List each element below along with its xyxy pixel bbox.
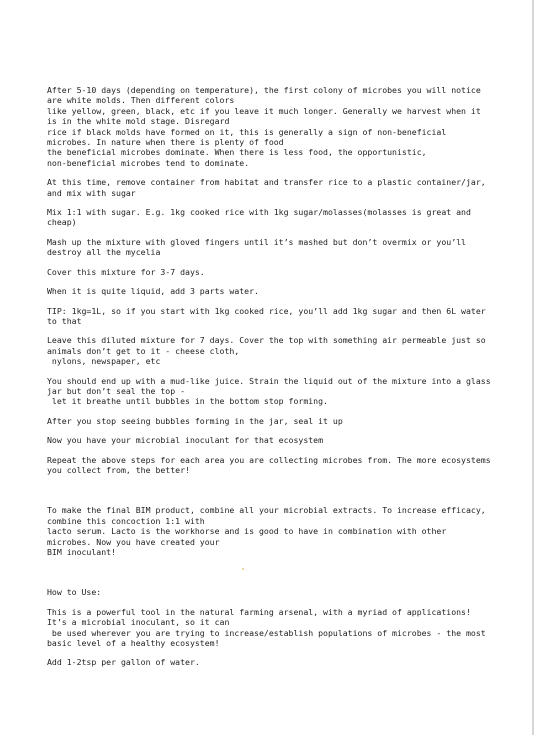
paragraph-cover-mixture: Cover this mixture for 3-7 days. (47, 266, 205, 277)
paragraph-mash-mixture: Mash up the mixture with gloved fingers until it’s mashed but don’t overmix or you’ll destroy all the mycelia (47, 236, 466, 258)
paragraph-microbial-inoculant: Now you have your microbial inoculant for that ecosystem (47, 435, 324, 446)
paragraph-mix-sugar: Mix 1:1 with sugar. E.g. 1kg cooked rice with 1kg sugar/molasses(molasses is great and cheap) (47, 207, 471, 228)
paragraph-leave-diluted: Leave this diluted mixture for 7 days. Cover the top with something air permeable just so animals don’t get to it - cheese cloth, nylons, newspaper, etc (47, 335, 486, 367)
paragraph-final-bim: To make the final BIM product, combine all your microbial extracts. To increase efficacy, combine this concoction 1:1 with lacto serum. Lacto is the workhorse and is good to have in combination with other microbes. Now you have created your BIM inoculant! (47, 505, 486, 557)
paragraph-microbe-colony: After 5-10 days (depending on temperature), the first colony of microbes you will notice are white molds. Then different colors like yellow, green, black, etc if you leave it much longer. Generally we harvest when it is in the white mold stage. Disregard rice if black molds have formed on it, this is generally a sign of non-beneficial microbes. In nature when there is plenty of food the beneficial microbes dominate. When there is less food, the opportunistic, non-beneficial microbes tend to dominate. (47, 85, 481, 168)
paragraph-strain-liquid: You should end up with a mud-like juice. Strain the liquid out of the mixture into a glass jar but don’t seal the top - let it breathe until bubbles in the bottom stop forming. (47, 375, 491, 407)
scan-speck (242, 568, 244, 570)
paragraph-seal-jar: After you stop seeing bubbles forming in the jar, seal it up (47, 415, 343, 426)
paragraph-transfer-rice: At this time, remove container from habitat and transfer rice to a plastic container/jar, and mix with sugar (47, 177, 486, 198)
paragraph-tip: TIP: 1kg=1L, so if you start with 1kg cooked rice, you’ll add 1kg sugar and then 6L water to that (47, 305, 486, 326)
document-body (47, 85, 517, 668)
paragraph-add-water: When it is quite liquid, add 3 parts water. (47, 286, 259, 297)
paragraph-repeat-steps: Repeat the above steps for each area you are collecting microbes from. The more ecosystems you collect from, the better! (47, 454, 491, 475)
heading-how-to-use: How to Use: (47, 587, 102, 598)
paragraph-dosage: Add 1-2tsp per gallon of water. (47, 657, 200, 668)
paragraph-powerful-tool: This is a powerful tool in the natural farming arsenal, with a myriad of applications! It’s a microbial inoculant, so it can be used wherever you are trying to increase/establish populations of microbes - the most basic level of a healthy ecosystem! (47, 606, 486, 649)
